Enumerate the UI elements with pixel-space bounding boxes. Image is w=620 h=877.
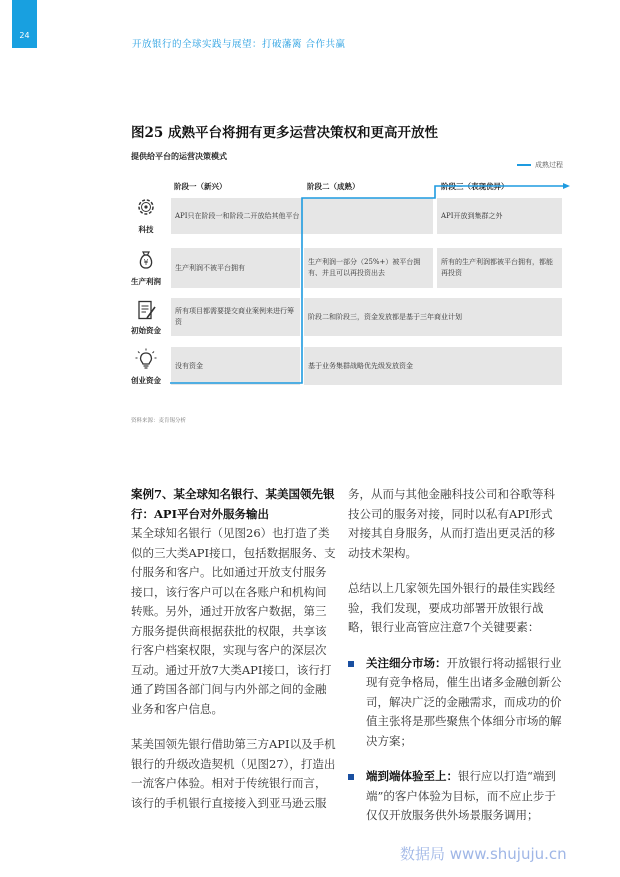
right-paragraph-2: 总结以上几家领先国外银行的最佳实践经验，我们发现，要成功部署开放银行战略，银行业高管应注意7个关键要素：: [348, 581, 555, 634]
document-pen-icon: [134, 298, 158, 322]
case-title: 案例7、某全球知名银行、某美国领先银行：API平台对外服务输出: [131, 487, 335, 521]
stage-1-label: 阶段一（新兴）: [174, 182, 227, 191]
cell-seed-stage-1-text: 所有项目都需要提交商业案例来进行筹资: [175, 307, 294, 326]
money-bag-icon: [134, 247, 158, 271]
running-title: 开放银行的全球实践与展望：打破藩篱 合作共赢: [132, 39, 346, 50]
row-label-venture-funding: 创业资金: [131, 376, 161, 385]
cell-tech-stage-1-2-text: API只在阶段一和阶段二开放给其他平台: [175, 211, 300, 220]
legend-label: 成熟过程: [535, 161, 563, 169]
cell-tech-stage-3-text: API开放到集群之外: [441, 211, 503, 220]
row-label-seed-funding: 初始资金: [131, 326, 161, 335]
page-number-tab: [12, 0, 37, 48]
maturity-step-line: [160, 183, 580, 398]
figure-source: 资料来源：麦肯锡分析: [131, 418, 187, 424]
lightbulb-icon: [134, 347, 158, 371]
key-element-bullet: [348, 767, 563, 826]
key-element-bullet: [348, 654, 563, 752]
figure-title: 图25 成熟平台将拥有更多运营决策权和更高开放性: [131, 125, 438, 141]
right-column: [348, 485, 563, 826]
figure-subtitle: 提供给平台的运营决策模式: [131, 151, 227, 161]
cell-profit-stage-2-text: 生产利润一部分（25%+）被平台拥有、并且可以再投资出去: [308, 258, 421, 277]
cell-seed-stage-2-3-text: 阶段二和阶段三，资金发放都是基于三年商业计划: [308, 312, 462, 321]
left-paragraph-1: 某全球知名银行（见图26）也打造了类似的三大类API接口，包括数据服务、支付服务和客户。比如通过开放支付服务接口，该行客户可以在各账户和机构间转账。另外，通过开放客户数据，第三方服务提供商根据获批的权限，共享该行客户档案权限，实现与客户的深层次互动。通过开放7大类API接口，该行打通了跨国各部门间与内外部之间的金融业务和客户信息。: [131, 526, 336, 716]
bullet-marker: [348, 774, 354, 780]
bullet-lead: 关注细分市场：: [366, 655, 447, 670]
bullet-marker: [348, 661, 354, 667]
svg-text:¥: ¥: [143, 258, 149, 267]
cell-venture-stage-1-text: 没有资金: [175, 361, 203, 370]
bullet-text: 开放银行将动摇银行业现有竞争格局，催生出诸多金融创新公司，解决广泛的金融需求，而成功的价值主张将是那些聚焦个体细分市场的解决方案；: [366, 655, 562, 748]
legend-line: [517, 164, 531, 166]
legend: [517, 160, 563, 170]
row-label-profit: 生产利润: [131, 277, 161, 286]
stage-2-label: 阶段二（成熟）: [307, 182, 360, 191]
bullet-lead: 端到端体验至上：: [366, 769, 458, 783]
bullet-text: 银行应以打造“端到端”的客户体验为目标，而不应止步于仅仅开放服务供外场景服务调用；: [366, 769, 556, 822]
cell-profit-stage-1-text: 生产利润不被平台拥有: [175, 263, 245, 272]
watermark: 数据局 www.shujuju.cn: [400, 845, 567, 863]
cell-profit-stage-3-text: 所有的生产利润都被平台拥有，都能再投资: [441, 258, 553, 277]
cell-venture-stage-2-3-text: 基于业务集群战略优先级发放资金: [308, 361, 413, 370]
row-label-tech: 科技: [138, 225, 154, 234]
page-number: 24: [19, 31, 30, 40]
left-column: [131, 485, 336, 813]
gear-icon: [134, 195, 158, 219]
left-paragraph-2: 某美国领先银行借助第三方API以及手机银行的升级改造契机（见图27），打造出一流客户体验。相对于传统银行而言，该行的手机银行直接接入到亚马逊云服: [131, 737, 336, 810]
right-paragraph-1: 务，从而与其他金融科技公司和谷歌等科技公司的服务对接，同时以私有API形式对接其自身服务，从而打造出更灵活的移动技术架构。: [348, 487, 555, 560]
stage-3-label: 阶段三（表现优异）: [441, 182, 509, 191]
